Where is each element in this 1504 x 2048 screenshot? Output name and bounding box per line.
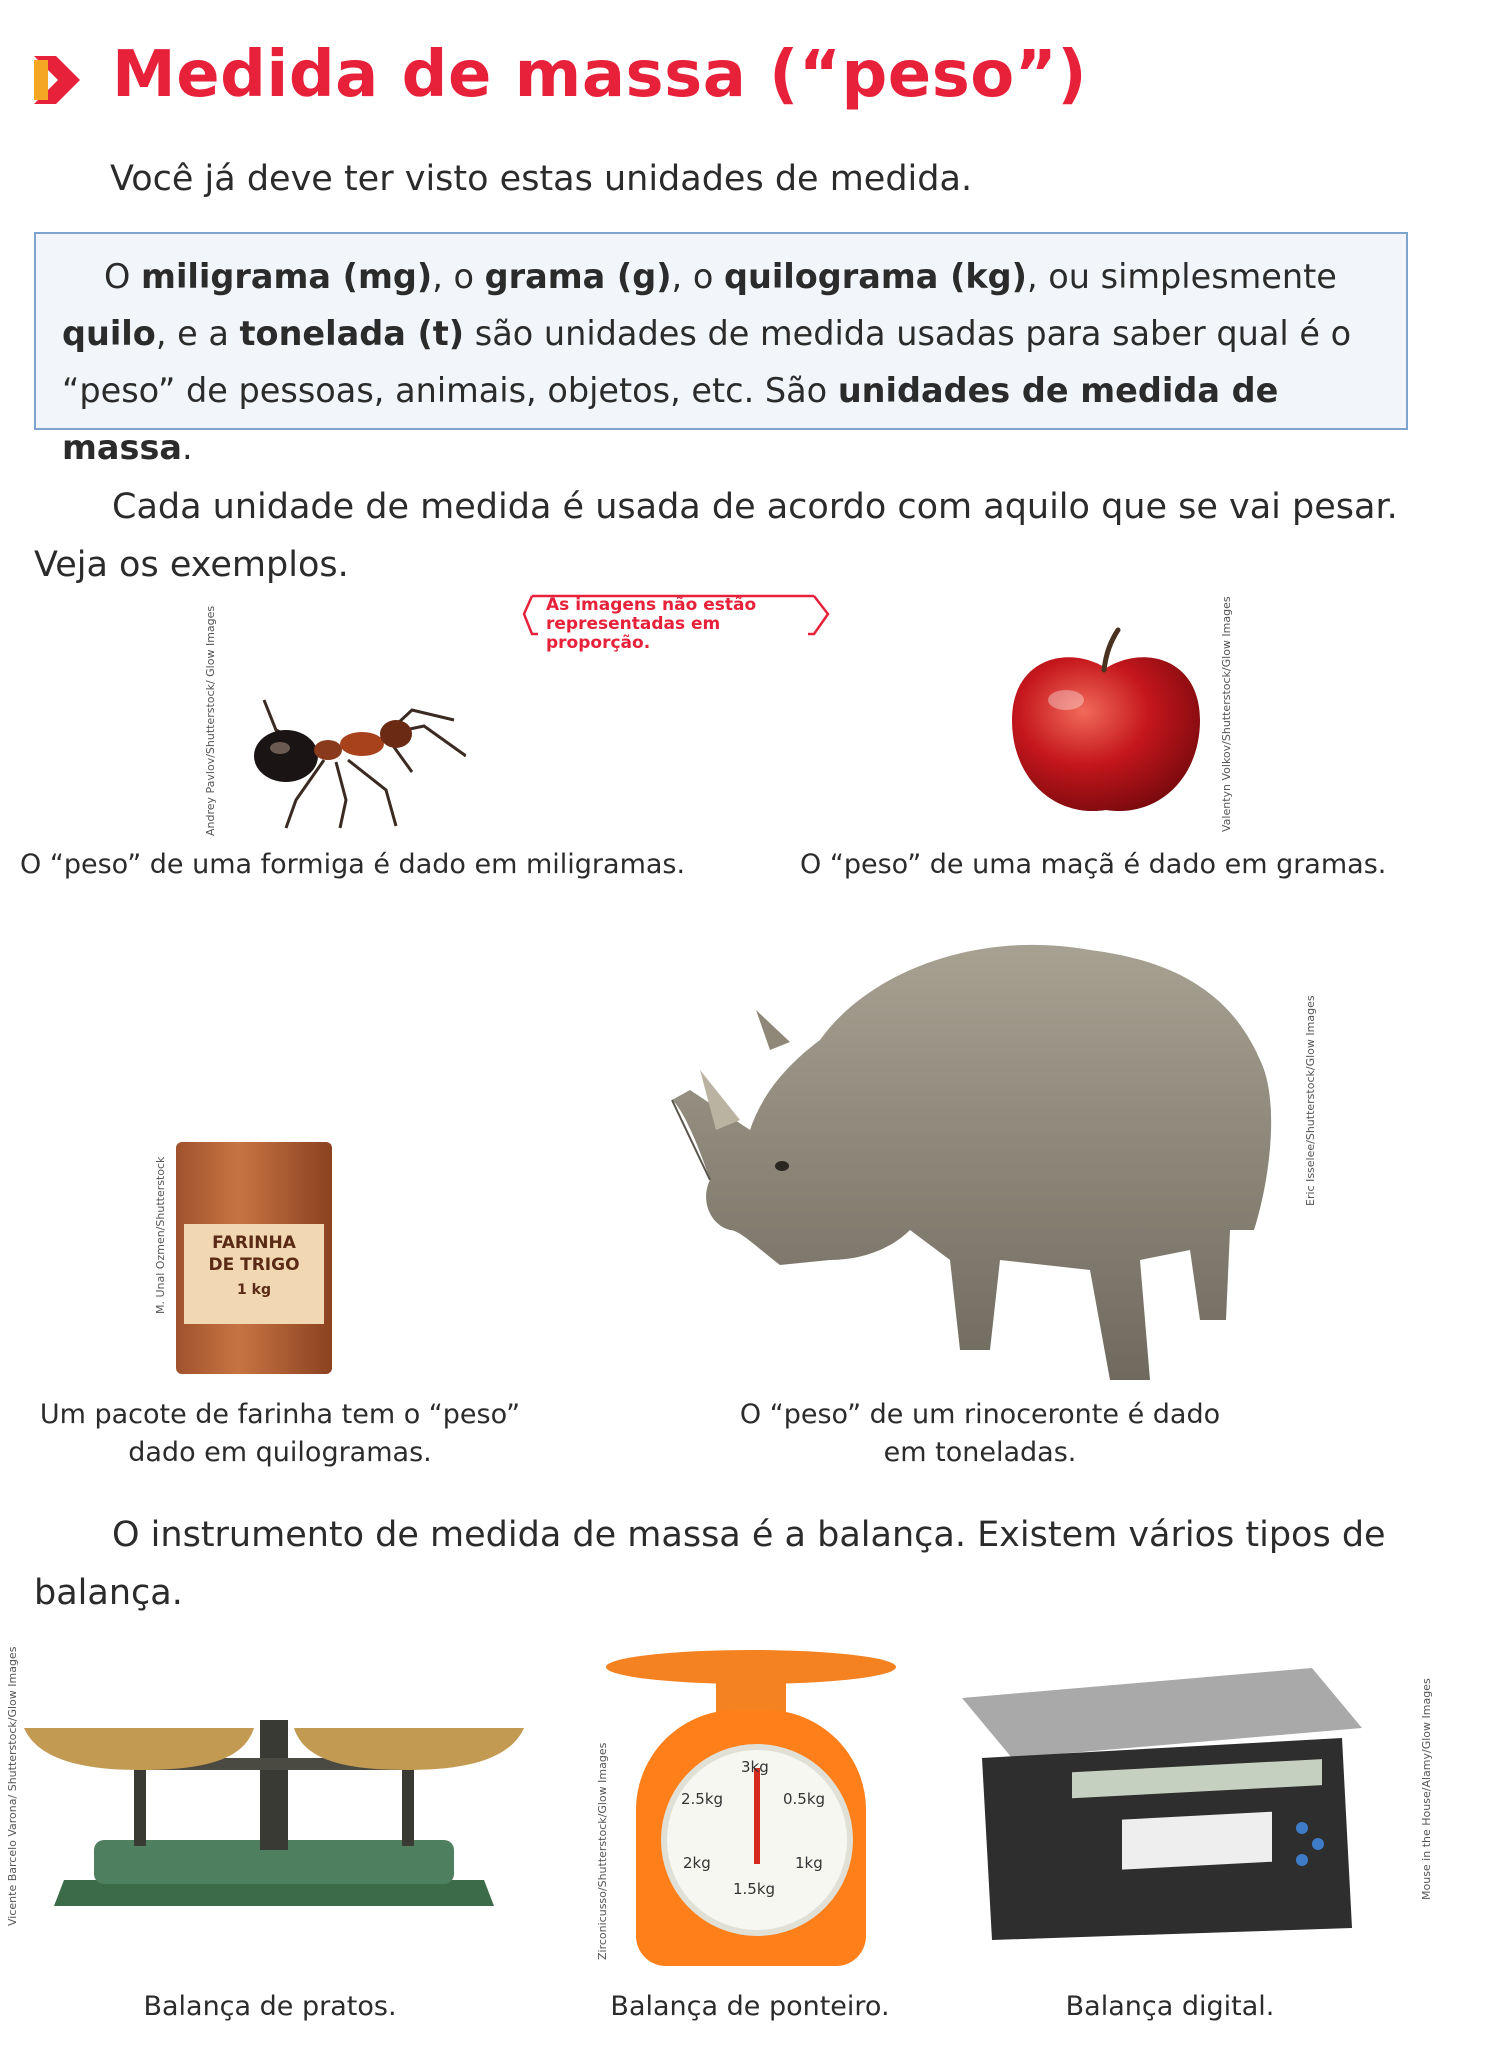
- dial-scale-image: [606, 1650, 896, 1968]
- photo-credit: Mouse in the House/Alamy/Glow Images: [1420, 1678, 1433, 1900]
- flour-weight-label: 1 kg: [237, 1282, 271, 1298]
- dial-face: 3kg 2.5kg 0.5kg 2kg 1kg 1.5kg: [661, 1744, 853, 1936]
- ant-image: [236, 680, 466, 830]
- term-unidades-de-massa: unidades de medida de massa: [62, 371, 1279, 467]
- flour-label: DE TRIGO: [208, 1255, 300, 1275]
- caption-digital-scale: Balança digital.: [1065, 1991, 1275, 2022]
- caption-pan-scale: Balança de pratos.: [143, 1991, 397, 2022]
- caption-dial-scale: Balança de ponteiro.: [610, 1991, 890, 2022]
- caption-flour: Um pacote de farinha tem o “peso” dado em quilogramas.: [39, 1399, 521, 1468]
- pan-scale-image: [24, 1700, 524, 1920]
- scales-intro-text: O instrumento de medida de massa é a balança. Existem vários tipos de balança.: [34, 1515, 1386, 1613]
- photo-credit: Valentyn Volkov/Shutterstock/Glow Images: [1220, 596, 1233, 832]
- title-arrow-icon: [34, 56, 84, 104]
- digital-scale-image: [962, 1668, 1362, 1948]
- definition-text: .: [182, 428, 193, 467]
- caption-apple: O “peso” de uma maçã é dado em gramas.: [800, 849, 1387, 880]
- definition-text: , o: [671, 257, 724, 296]
- definition-text: , o: [432, 257, 485, 296]
- definition-text: , ou simplesmente: [1026, 257, 1337, 296]
- flour-label: FARINHA: [212, 1233, 296, 1253]
- term-quilograma: quilograma (kg): [723, 257, 1027, 296]
- term-grama: grama (g): [484, 257, 672, 296]
- definition-text: são unidades de medida usadas para saber qual é o “peso” de pessoas, animais, objetos, etc. São: [62, 314, 1352, 410]
- dial-pointer: [754, 1768, 760, 1864]
- caption-rhino: O “peso” de um rinoceronte é dado em toneladas.: [739, 1399, 1221, 1468]
- rhino-image: [670, 930, 1290, 1390]
- photo-credit: M. Unal Ozmen/Shutterstock: [154, 1156, 167, 1314]
- flour-bag-image: [176, 1142, 332, 1374]
- proportion-note: As imagens não estão representadas em proporção.: [518, 594, 834, 638]
- term-tonelada: tonelada (t): [239, 314, 465, 353]
- examples-intro-text: Cada unidade de medida é usada de acordo com aquilo que se vai pesar. Veja os exemplos.: [34, 487, 1398, 585]
- photo-credit: Andrey Pavlov/Shutterstock/ Glow Images: [204, 605, 217, 836]
- photo-credit: Vicente Barcelo Varona/ Shutterstock/Glow Images: [6, 1646, 19, 1926]
- caption-ant: O “peso” de uma formiga é dado em miligramas.: [20, 849, 686, 880]
- definition-text: , e a: [155, 314, 240, 353]
- page-title: Medida de massa (“peso”): [112, 38, 1088, 112]
- apple-image: [1006, 620, 1206, 820]
- definition-box: [34, 232, 1408, 467]
- photo-credit: Zirconicusso/Shutterstock/Glow Images: [596, 1742, 609, 1960]
- term-quilo: quilo: [62, 314, 156, 353]
- term-miligrama: miligrama (mg): [141, 257, 433, 296]
- photo-credit: Eric Isselee/Shutterstock/Glow Images: [1304, 995, 1317, 1206]
- intro-text: Você já deve ter visto estas unidades de medida.: [110, 159, 973, 199]
- definition-text: O: [104, 257, 142, 296]
